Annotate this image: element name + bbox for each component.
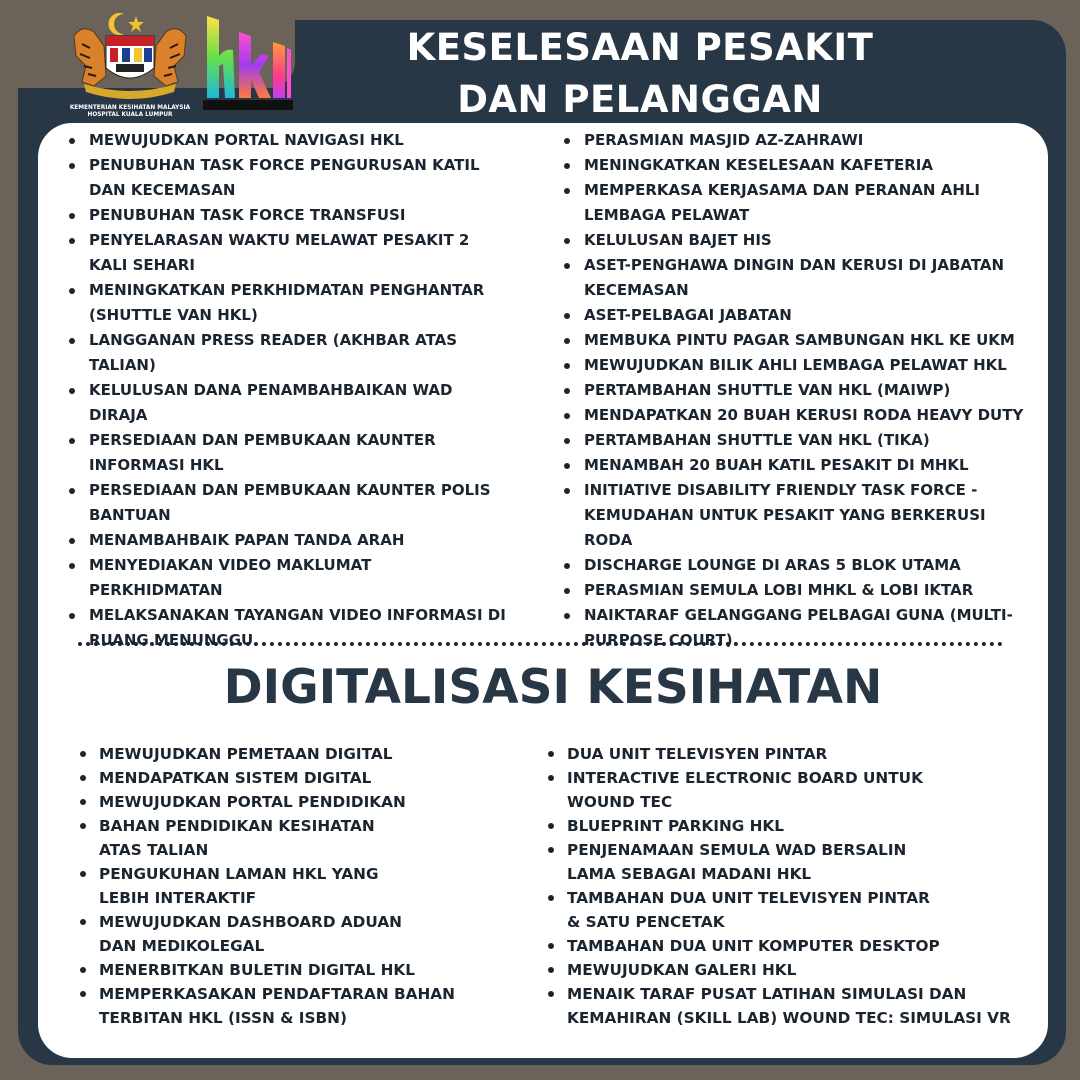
crest-caption-ministry: KEMENTERIAN KESIHATAN MALAYSIA <box>69 105 191 111</box>
list-item <box>80 742 500 766</box>
list-item <box>548 934 1018 958</box>
list-item: MEMBUKA PINTU PAGAR SAMBUNGAN HKL KE UKM <box>564 328 1024 353</box>
list-item: ASET-PENGHAWA DINGIN DAN KERUSI DI JABATAN KECEMASAN <box>564 253 1024 303</box>
list-item-line: BLUEPRINT PARKING HKL <box>567 817 785 835</box>
list-item: NAIKTARAF GELANGGANG PELBAGAI GUNA (MULTI-PURPOSE COURT) <box>564 603 1024 653</box>
list-item <box>80 862 500 910</box>
list-item: PERTAMBAHAN SHUTTLE VAN HKL (TIKA) <box>564 428 1024 453</box>
list-item: PENYELARASAN WAKTU MELAWAT PESAKIT 2 KALI SEHARI <box>69 228 509 278</box>
list-item-line: MEWUJUDKAN DASHBOARD ADUAN <box>99 913 402 931</box>
digitalisasi-right-list <box>548 742 1018 1030</box>
list-item: DISCHARGE LOUNGE DI ARAS 5 BLOK UTAMA <box>564 553 1024 578</box>
list-item-line: MENAIK TARAF PUSAT LATIHAN SIMULASI DAN <box>567 985 967 1003</box>
list-item-line: DUA UNIT TELEVISYEN PINTAR <box>567 745 828 763</box>
list-item-line: DAN MEDIKOLEGAL <box>99 937 265 955</box>
list-item: MEWUJUDKAN BILIK AHLI LEMBAGA PELAWAT HKL <box>564 353 1024 378</box>
list-item-line: ATAS TALIAN <box>99 841 209 859</box>
list-item-line: MENDAPATKAN SISTEM DIGITAL <box>99 769 372 787</box>
list-item <box>548 982 1018 1030</box>
list-item <box>80 910 500 958</box>
list-item <box>548 814 1018 838</box>
list-item-line: MEMPERKASAKAN PENDAFTARAN BAHAN <box>99 985 455 1003</box>
list-item <box>80 982 500 1030</box>
list-item: MENDAPATKAN 20 BUAH KERUSI RODA HEAVY DUTY <box>564 403 1024 428</box>
list-item <box>80 814 500 862</box>
list-item <box>548 958 1018 982</box>
list-item-line: PENGUKUHAN LAMAN HKL YANG <box>99 865 379 883</box>
list-item: MEMPERKASA KERJASAMA DAN PERANAN AHLI LEMBAGA PELAWAT <box>564 178 1024 228</box>
list-item <box>80 790 500 814</box>
list-item-line: MENERBITKAN BULETIN DIGITAL HKL <box>99 961 416 979</box>
list-item: PERASMIAN SEMULA LOBI MHKL & LOBI IKTAR <box>564 578 1024 603</box>
page-title <box>300 22 980 126</box>
list-item <box>548 886 1018 934</box>
list-item: MENINGKATKAN KESELESAAN KAFETERIA <box>564 153 1024 178</box>
hkl-logo <box>199 10 297 114</box>
dotted-divider <box>78 642 1003 646</box>
list-item <box>80 766 500 790</box>
list-item-line: LAMA SEBAGAI MADANI HKL <box>567 865 812 883</box>
list-item: PERSEDIAAN DAN PEMBUKAAN KAUNTER INFORMASI HKL <box>69 428 509 478</box>
list-item: LANGGANAN PRESS READER (AKHBAR ATAS TALIAN) <box>69 328 509 378</box>
list-item: MENAMBAHBAIK PAPAN TANDA ARAH <box>69 528 509 553</box>
list-item-line: LEBIH INTERAKTIF <box>99 889 257 907</box>
hkl-logo-icon <box>199 10 297 114</box>
list-item: PENUBUHAN TASK FORCE PENGURUSAN KATIL DAN KECEMASAN <box>69 153 509 203</box>
section-title-digitalisasi: DIGITALISASI KESIHATAN <box>223 660 883 715</box>
list-item: PERSEDIAAN DAN PEMBUKAAN KAUNTER POLIS BANTUAN <box>69 478 509 528</box>
keselesaan-left-list <box>69 128 509 653</box>
list-item-line: WOUND TEC <box>567 793 673 811</box>
title-line-2: DAN PELANGGAN <box>457 78 823 121</box>
list-item: MELAKSANAKAN TAYANGAN VIDEO INFORMASI DI RUANG MENUNGGU <box>69 603 509 653</box>
list-item-line: INTERACTIVE ELECTRONIC BOARD UNTUK <box>567 769 923 787</box>
list-item <box>80 958 500 982</box>
list-item: PENUBUHAN TASK FORCE TRANSFUSI <box>69 203 509 228</box>
title-line-1: KESELESAAN PESAKIT <box>406 26 874 69</box>
list-item: KELULUSAN BAJET HIS <box>564 228 1024 253</box>
list-item-line: BAHAN PENDIDIKAN KESIHATAN <box>99 817 375 835</box>
list-item-line: KEMAHIRAN (SKILL LAB) WOUND TEC: SIMULASI VR <box>567 1009 1011 1027</box>
digitalisasi-left-list <box>80 742 500 1030</box>
list-item-line: MEWUJUDKAN GALERI HKL <box>567 961 797 979</box>
list-item-line: MEWUJUDKAN PEMETAAN DIGITAL <box>99 745 393 763</box>
list-item-line: TAMBAHAN DUA UNIT TELEVISYEN PINTAR <box>567 889 930 907</box>
list-item: PERTAMBAHAN SHUTTLE VAN HKL (MAIWP) <box>564 378 1024 403</box>
list-item-line: & SATU PENCETAK <box>567 913 725 931</box>
list-item <box>548 838 1018 886</box>
list-item-line: TAMBAHAN DUA UNIT KOMPUTER DESKTOP <box>567 937 940 955</box>
list-item: PERASMIAN MASJID AZ-ZAHRAWI <box>564 128 1024 153</box>
list-item: MENINGKATKAN PERKHIDMATAN PENGHANTAR (SHUTTLE VAN HKL) <box>69 278 509 328</box>
list-item: ASET-PELBAGAI JABATAN <box>564 303 1024 328</box>
list-item <box>548 766 1018 814</box>
list-item: KELULUSAN DANA PENAMBAHBAIKAN WAD DIRAJA <box>69 378 509 428</box>
list-item: MENAMBAH 20 BUAH KATIL PESAKIT DI MHKL <box>564 453 1024 478</box>
list-item: MEWUJUDKAN PORTAL NAVIGASI HKL <box>69 128 509 153</box>
list-item-line: PENJENAMAAN SEMULA WAD BERSALIN <box>567 841 907 859</box>
list-item: MENYEDIAKAN VIDEO MAKLUMAT PERKHIDMATAN <box>69 553 509 603</box>
keselesaan-right-list <box>564 128 1024 653</box>
list-item <box>548 742 1018 766</box>
crest-caption-hospital: HOSPITAL KUALA LUMPUR <box>87 112 173 118</box>
ministry-crest-logo <box>64 6 196 118</box>
list-item-line: TERBITAN HKL (ISSN & ISBN) <box>99 1009 347 1027</box>
list-item: INITIATIVE DISABILITY FRIENDLY TASK FORCE - KEMUDAHAN UNTUK PESAKIT YANG BERKERUSI RODA <box>564 478 1024 553</box>
list-item-line: MEWUJUDKAN PORTAL PENDIDIKAN <box>99 793 406 811</box>
coat-of-arms-icon <box>64 6 196 106</box>
